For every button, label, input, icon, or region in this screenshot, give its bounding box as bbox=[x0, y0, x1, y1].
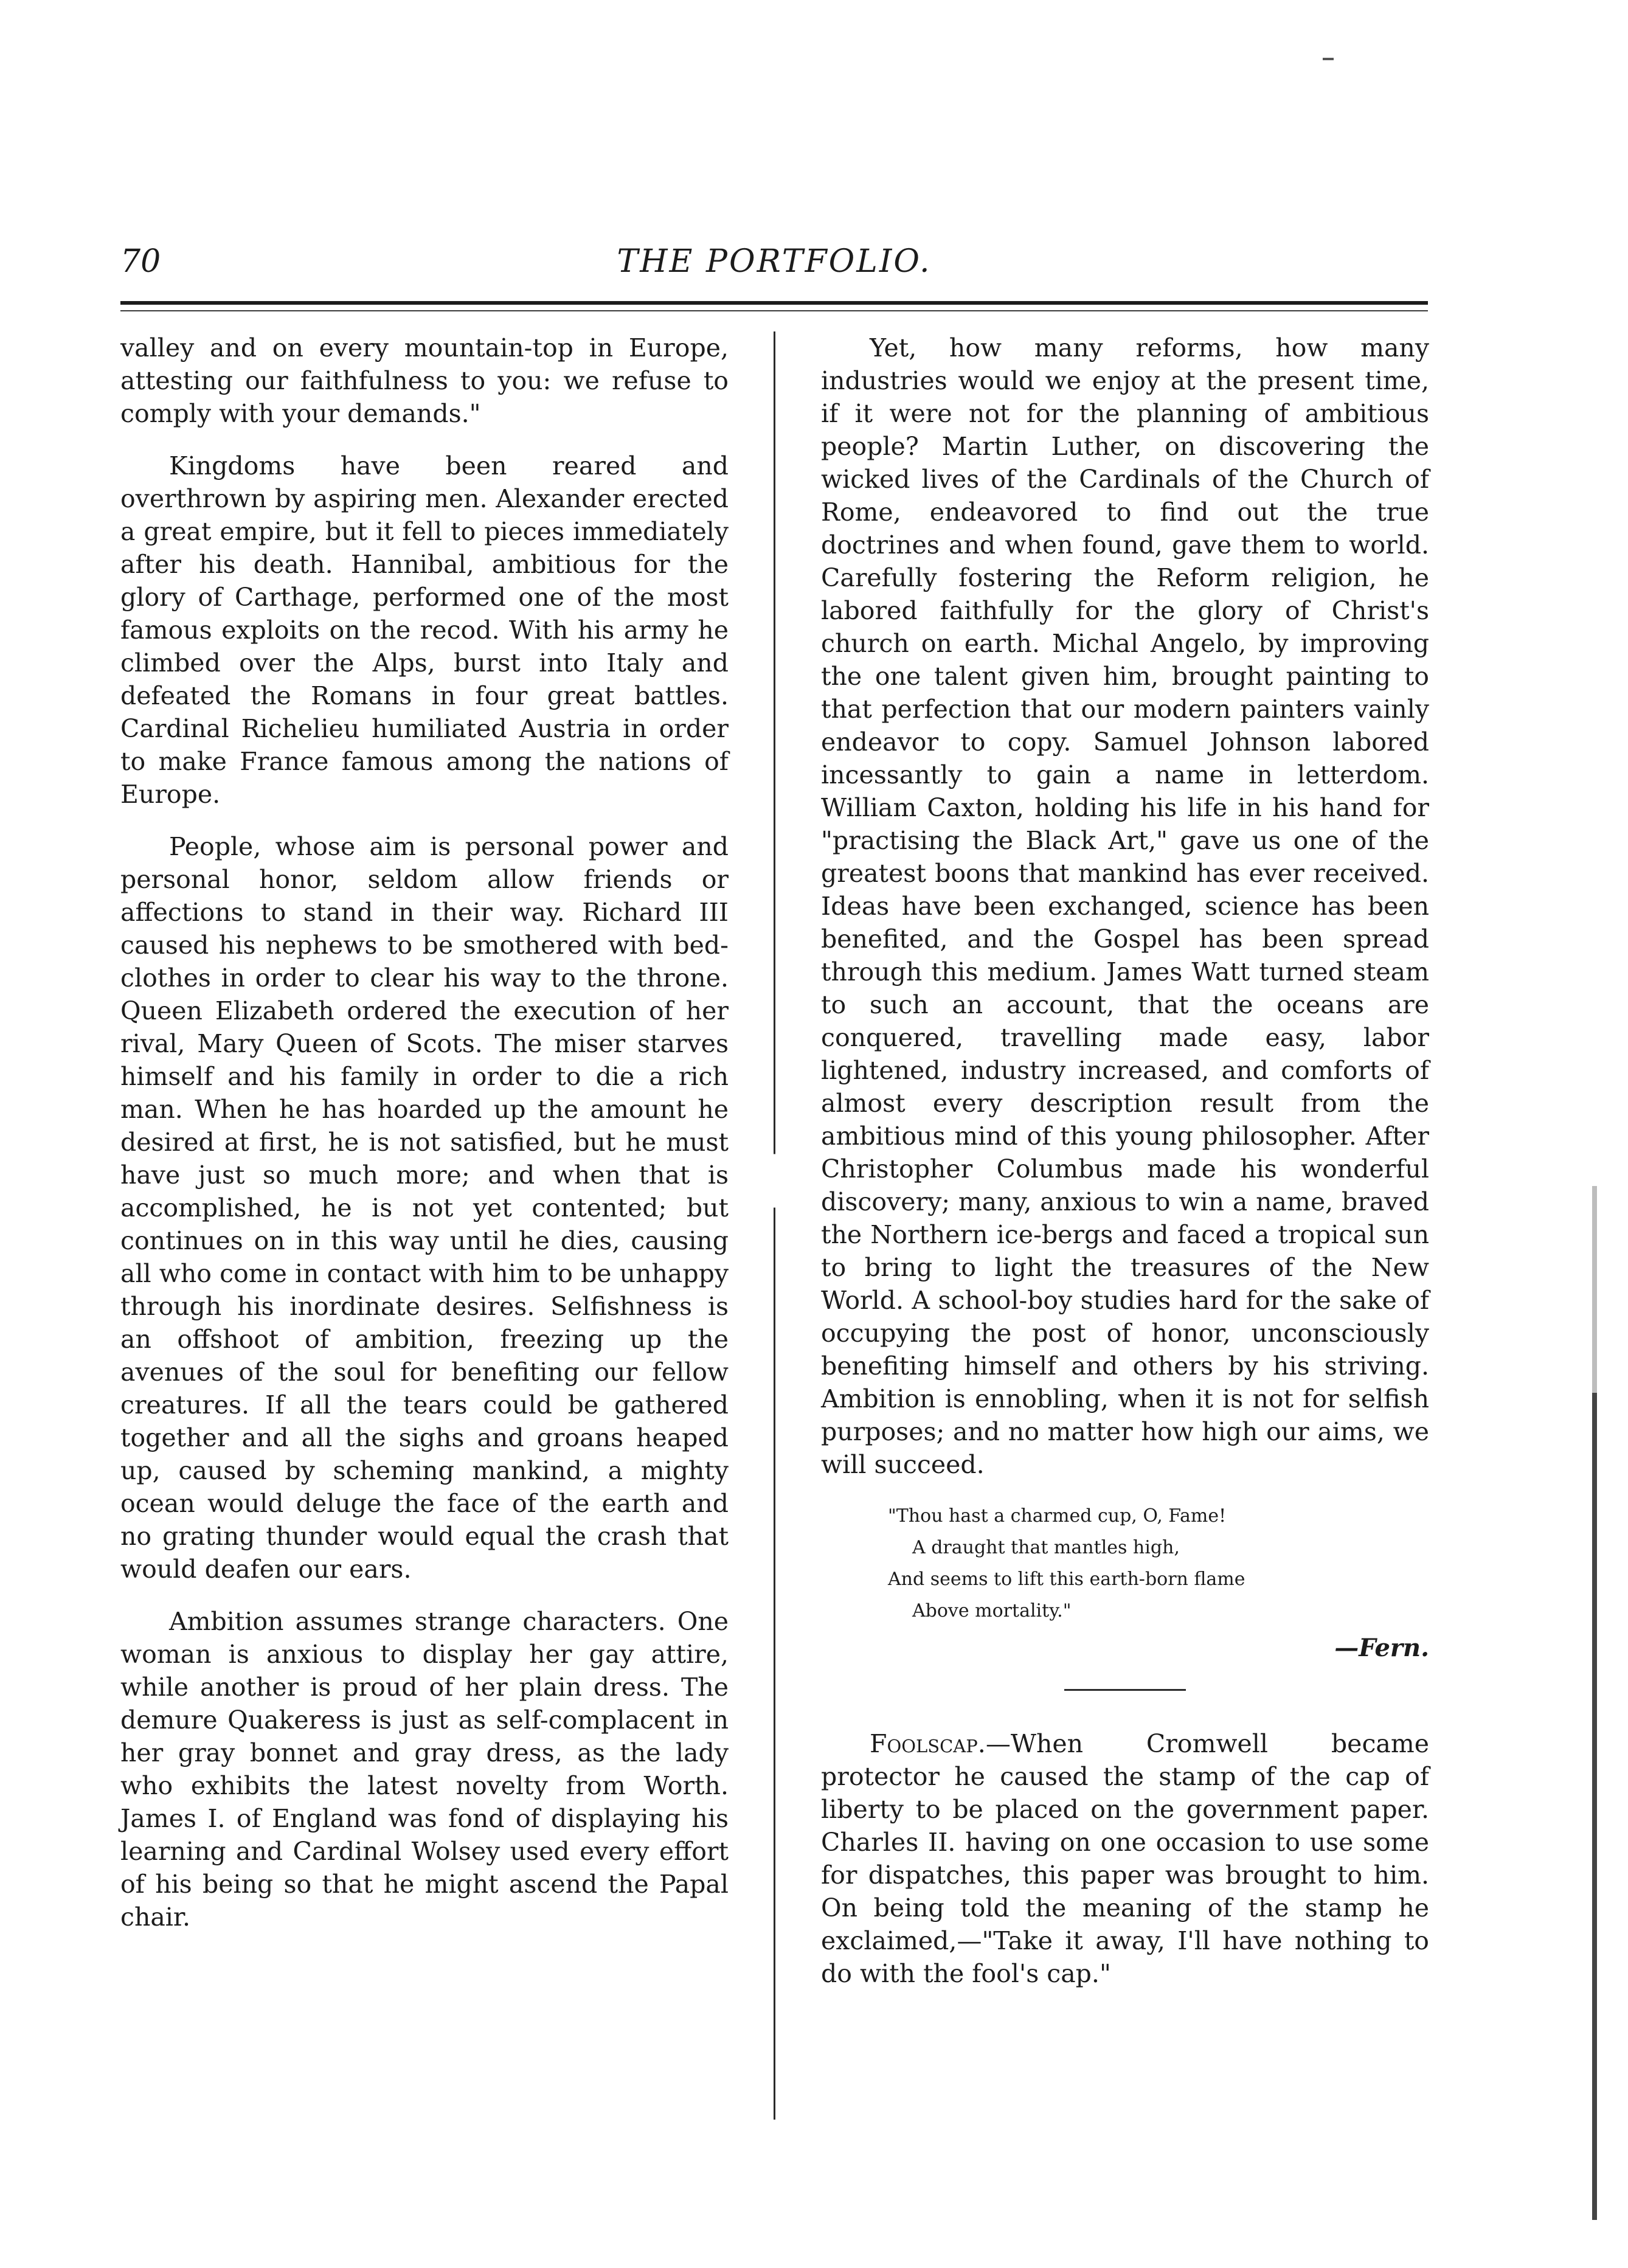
paragraph-kingdoms: Kingdoms have been reared and overthrown by aspiring men. Alexander erected a great empire, but it fell to pieces immediately after his death. Hannibal, ambitious for the glory of Carthage, performed one of the most famous exploits on the recod. With his army he climbed over the Alps, burst into Italy and defeated the Romans in four great battles. Cardinal Richelieu humiliated Austria in order to make France famous among the nations of Europe. bbox=[120, 451, 729, 809]
page-edge-binding-mark bbox=[1592, 1186, 1597, 2220]
running-title: THE PORTFOLIO. bbox=[617, 243, 932, 280]
left-column bbox=[120, 331, 729, 1953]
foolscap-body: —When Cromwell became protector he caused the stamp of the cap of liberty to be placed on the government paper. Charles II. having on one occasion to use some for dispatches, this paper was brought to him. On being told the meaning of the stamp he exclaimed,—"Take it away, I'll have nothing to do with the fool's cap." bbox=[821, 1729, 1429, 1988]
right-column bbox=[821, 331, 1429, 2010]
header-rule-thick bbox=[120, 301, 1428, 305]
column-divider bbox=[774, 331, 775, 2120]
verse-line: A draught that mantles high, bbox=[912, 1537, 1180, 1558]
verse-line: Above mortality." bbox=[912, 1600, 1072, 1621]
paragraph-reforms: Yet, how many reforms, how many industries would we enjoy at the present time, if it were not for the planning of ambitious people? Martin Luther, on discovering the wicked lives of the Cardinals of the Church of Rome, endeavored to find out the true doctrines and when found, gave them to world. Carefully fostering the Reform religion, he labored faithfully for the glory of Christ's church on earth. Michal Angelo, by improving the one talent given him, brought painting to that perfection that our modern painters vainly endeavor to copy. Samuel Johnson labored incessantly to gain a name in letterdom. William Caxton, holding his life in his hand for "practising the Black Art," gave us one of the greatest boons that mankind has ever received. Ideas have been exchanged, science has been benefited, and the Gospel has been spread through this medium. James Watt turned steam to such an account, that the oceans are conquered, travelling made easy, labor lightened, industry increased, and comforts of almost every description result from the ambitious mind of this young philosopher. After Christopher Columbus made his wonderful discovery; many, anxious to win a name, braved the Northern ice-bergs and faced a tropical sun to bring to light the treasures of the New World. A school-boy studies hard for the sake of occupying the post of honor, unconsciously benefiting himself and others by his striving. Ambition is ennobling, when it is not for selfish purposes; and no matter how high our aims, we will succeed. bbox=[821, 333, 1429, 1479]
verse-quote bbox=[821, 1500, 1429, 1627]
paragraph-personal-power: People, whose aim is personal power and personal honor, seldom allow friends or affections to stand in their way. Richard III caused his nephews to be smothered with bed-clothes in order to clear his way to the throne. Queen Elizabeth ordered the execution of her rival, Mary Queen of Scots. The miser starves himself and his family in order to die a rich man. When he has hoarded up the amount he desired at first, he is not satisfied, but he must have just so much more; and when that is accomplished, he is not yet contented; but continues on in this way until he dies, causing all who come in contact with him to be unhappy through his inordinate desires. Selfishness is an offshoot of ambition, freezing up the avenues of the soul for benefiting our fellow creatures. If all the tears could be gathered together and all the sighs and groans heaped up, caused by scheming mankind, a mighty ocean would deluge the face of the earth and no grating thunder would equal the crash that would deafen our ears. bbox=[120, 832, 729, 1584]
page-header bbox=[120, 243, 1428, 292]
verse-line: "Thou hast a charmed cup, O, Fame! bbox=[888, 1505, 1227, 1527]
foolscap-heading: Foolscap. bbox=[870, 1729, 986, 1758]
paragraph-continuation: valley and on every mountain-top in Europe, attesting our faithfulness to you: we refuse to comply with your demands." bbox=[120, 333, 729, 428]
section-separator bbox=[1064, 1689, 1186, 1691]
header-rule-thin bbox=[120, 310, 1428, 311]
paragraph-strange-characters: Ambition assumes strange characters. One woman is anxious to display her gay attire, while another is proud of her plain dress. The demure Quakeress is just as self-complacent in her gray bonnet and gray dress, as the lady who exhibits the latest novelty from Worth. James I. of England was fond of displaying his learning and Cardinal Wolsey used every effort of his being so that he might ascend the Papal chair. bbox=[120, 1607, 729, 1932]
paragraph-foolscap bbox=[821, 1727, 1429, 1990]
page-number: 70 bbox=[120, 243, 161, 280]
author-signature: —Fern. bbox=[1334, 1634, 1429, 1662]
print-speck bbox=[1323, 58, 1334, 60]
verse-line: And seems to lift this earth-born flame bbox=[888, 1569, 1245, 1590]
